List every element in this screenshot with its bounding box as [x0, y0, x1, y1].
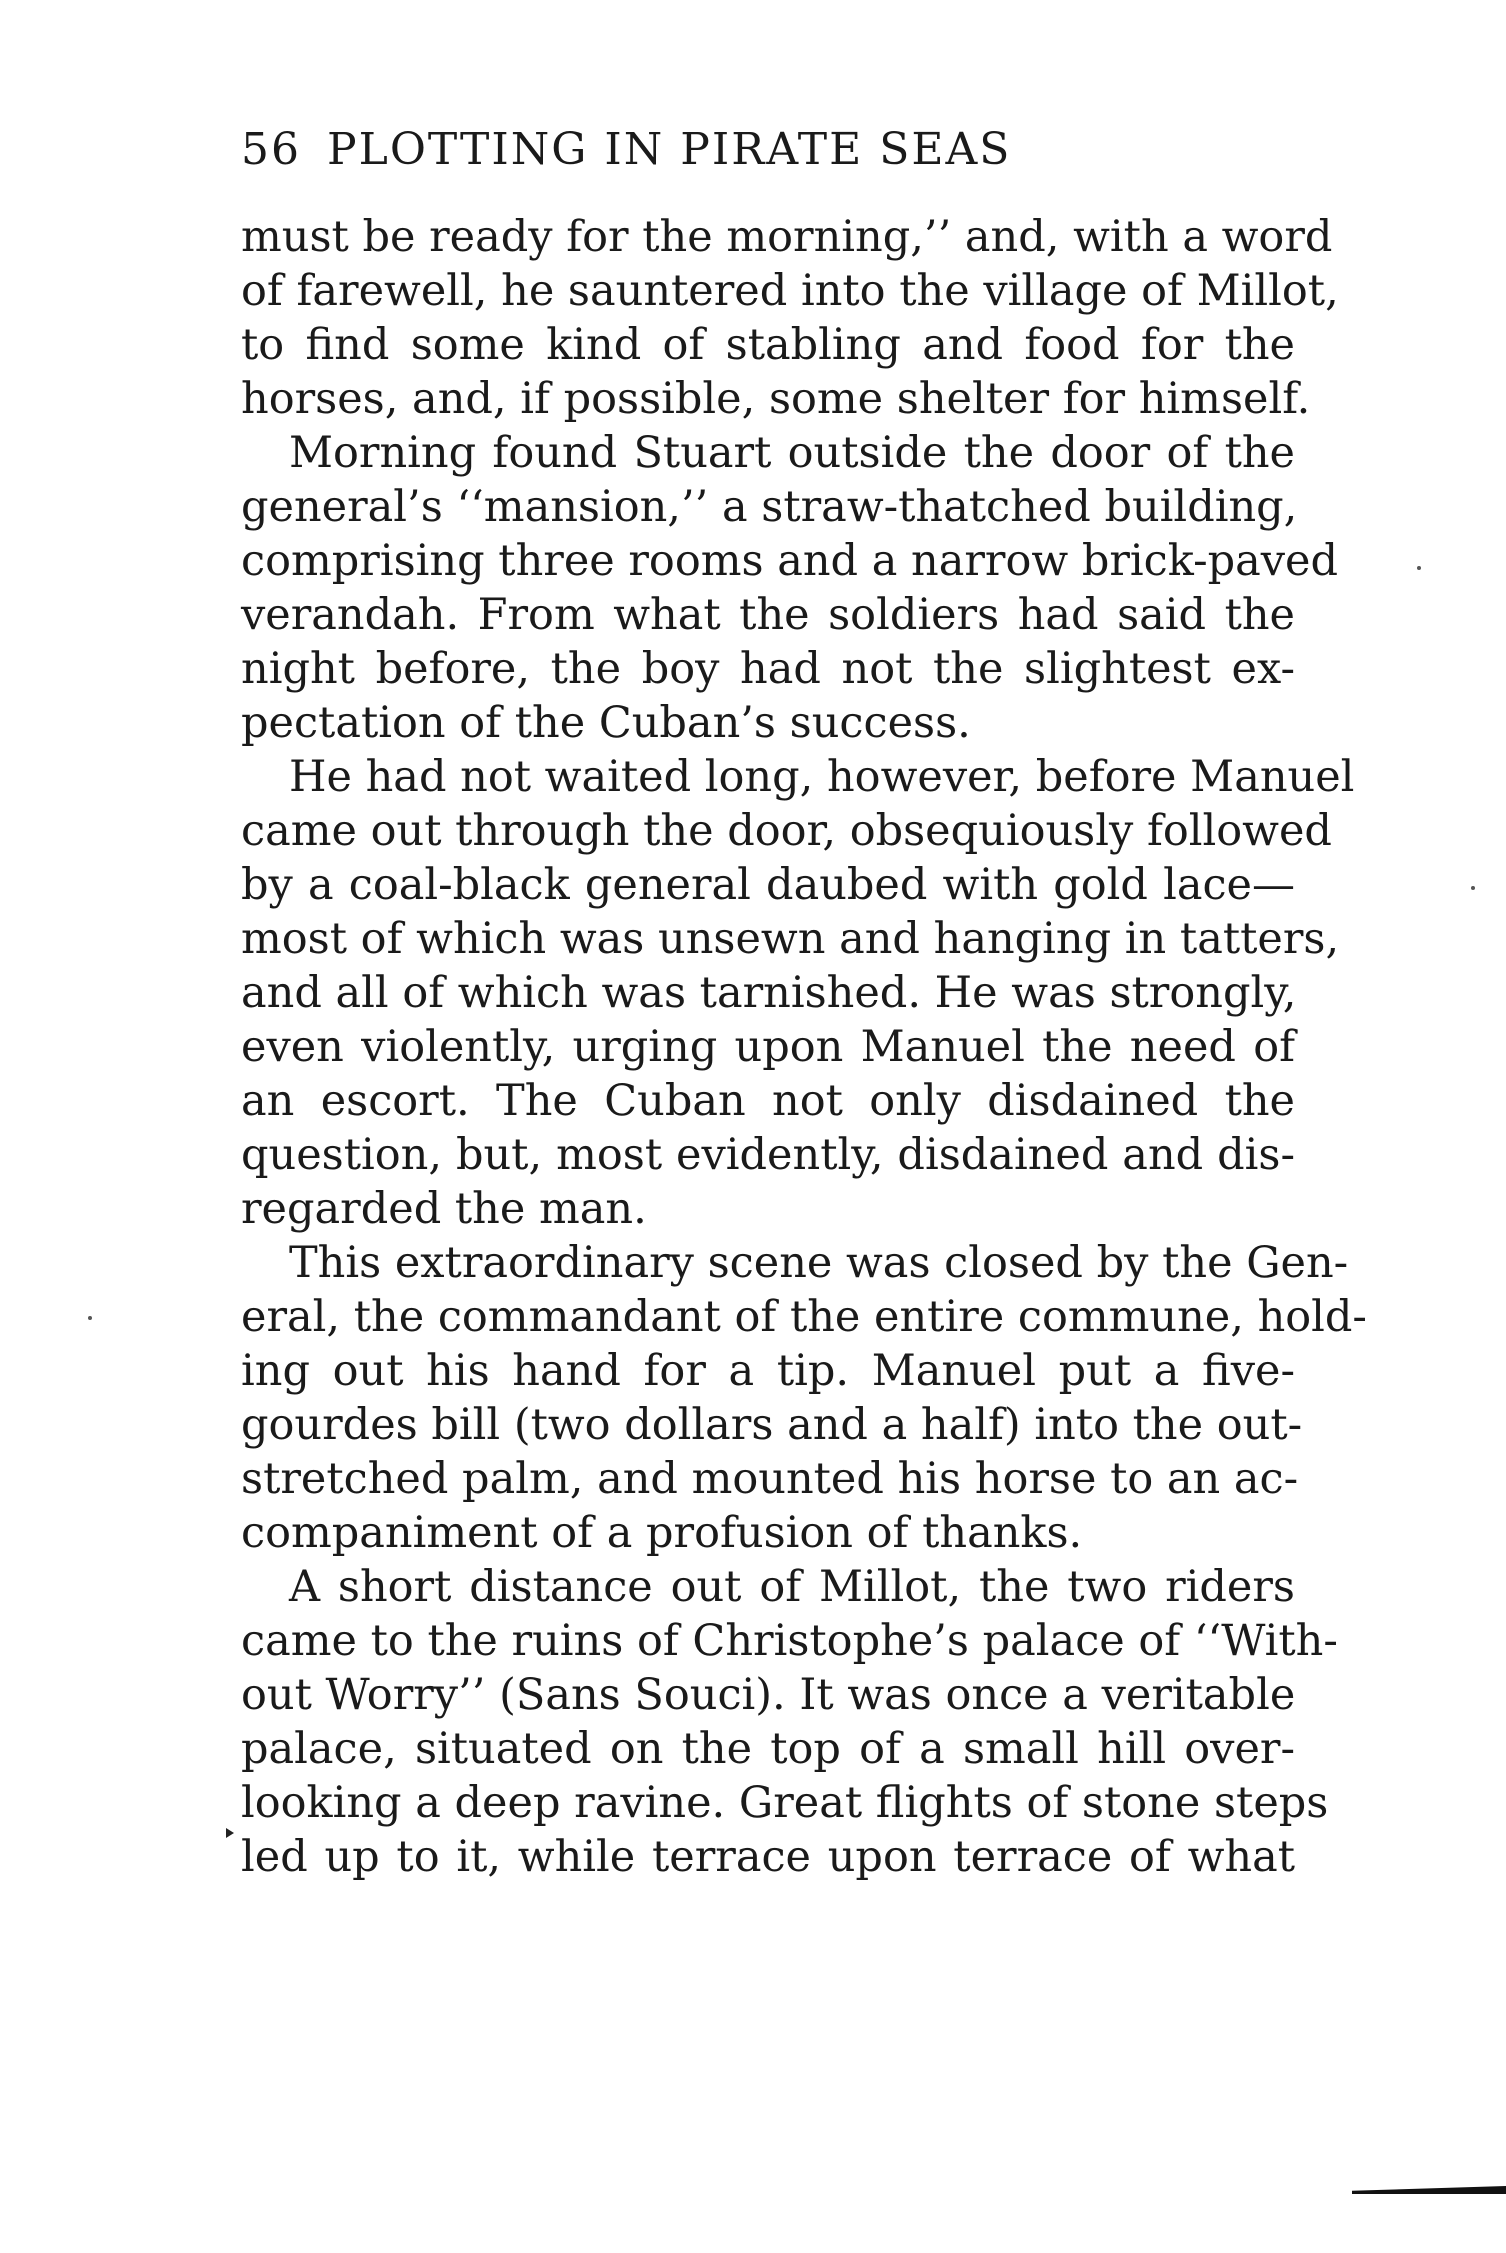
text-line: A short distance out of Millot, the two riders [289, 1562, 1295, 1612]
running-header [241, 124, 1012, 175]
text-line: to find some kind of stabling and food for the [241, 320, 1295, 370]
text-line: out Worry’’ (Sans Souci). It was once a veritable [241, 1670, 1296, 1720]
text-line: companiment of a profusion of thanks. [241, 1508, 1083, 1558]
text-line: came out through the door, obsequiously followed [241, 806, 1332, 856]
page-number: 56 [241, 124, 301, 175]
scan-speck [88, 1316, 92, 1320]
text-line: horses, and, if possible, some shelter for himself. [241, 374, 1311, 424]
running-title: PLOTTING IN PIRATE SEAS [327, 124, 1012, 175]
text-line: palace, situated on the top of a small hill over- [241, 1724, 1295, 1774]
text-line: pectation of the Cuban’s success. [241, 698, 971, 748]
text-line: most of which was unsewn and hanging in tatters, [241, 914, 1340, 964]
text-line: eral, the commandant of the entire commune, hold- [241, 1292, 1367, 1342]
text-line: and all of which was tarnished. He was strongly, [241, 968, 1297, 1018]
text-line: general’s ‘‘mansion,’’ a straw-thatched building, [241, 482, 1298, 532]
text-line: question, but, most evidently, disdained and dis- [241, 1130, 1295, 1180]
text-line: looking a deep ravine. Great flights of stone steps [241, 1778, 1329, 1828]
text-line: an escort. The Cuban not only disdained the [241, 1076, 1295, 1126]
text-line: must be ready for the morning,’’ and, with a word [241, 212, 1333, 262]
text-line: stretched palm, and mounted his horse to an ac- [241, 1454, 1299, 1504]
scan-edge-rule [1352, 2186, 1506, 2194]
text-line: led up to it, while terrace upon terrace of what [241, 1832, 1295, 1882]
text-line: He had not waited long, however, before Manuel [289, 752, 1355, 802]
text-line: Morning found Stuart outside the door of the [289, 428, 1295, 478]
text-line: night before, the boy had not the slightest ex- [241, 644, 1295, 694]
text-line: of farewell, he sauntered into the village of Millot, [241, 266, 1339, 316]
text-line: This extraordinary scene was closed by the Gen- [289, 1238, 1349, 1288]
scan-speck [1471, 886, 1475, 890]
text-line: regarded the man. [241, 1184, 647, 1234]
body-text [241, 210, 1367, 1884]
text-line: comprising three rooms and a narrow brick-paved [241, 536, 1339, 586]
text-line: came to the ruins of Christophe’s palace of ‘‘With- [241, 1616, 1338, 1666]
text-line: by a coal-black general daubed with gold lace— [241, 860, 1295, 910]
text-line: gourdes bill (two dollars and a half) into the out- [241, 1400, 1303, 1450]
margin-tick-mark [226, 1828, 234, 1838]
scan-speck [1417, 566, 1421, 570]
text-line: verandah. From what the soldiers had said the [241, 590, 1295, 640]
text-line: ing out his hand for a tip. Manuel put a five- [241, 1346, 1295, 1396]
text-line: even violently, urging upon Manuel the need of [241, 1022, 1295, 1072]
